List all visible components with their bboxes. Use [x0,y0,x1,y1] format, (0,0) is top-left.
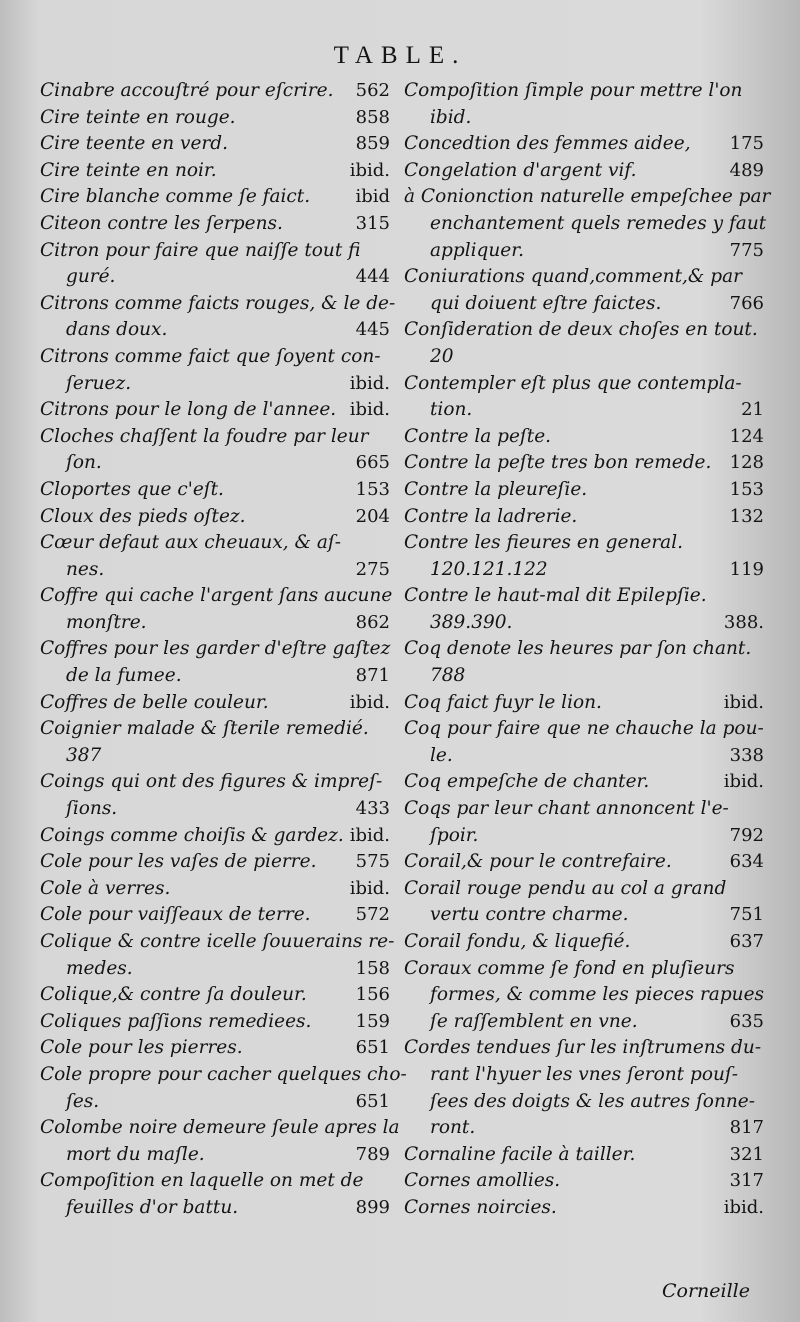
entry-continuation: appliquer. [430,239,524,261]
entry-continuation: 788 [430,665,466,687]
entry-text: Coings comme choiſis & gardez. [40,824,344,846]
index-entry [40,158,394,185]
entry-text: Coings qui ont des figures & impreſ- [40,771,383,793]
page-reference: 871 [355,665,390,687]
entry-text: Cloches chaſſent la foudre par leur [40,425,369,447]
entry-text: Conſideration de deux choſes en tout. [404,319,758,341]
entry-continuation: 20 [430,345,454,367]
entry-text: Colombe noire demeure ſeule apres la [40,1117,400,1139]
entry-continuation: enchantement quels remedes y faut [430,212,767,234]
entry-text: Corail rouge pendu au col a grand [404,877,727,899]
entry-text: Congelation d'argent vif. [404,159,637,181]
entry-text: Citron pour faire que naiſſe tout fi [40,239,361,261]
index-entry [404,371,768,424]
page-reference: ibid. [349,691,390,713]
page-reference: 124 [729,425,764,447]
entry-text: Contre la peſte. [404,425,552,447]
entry-text: Cornes amollies. [404,1170,561,1192]
index-column-left [40,78,407,1222]
page-reference: ibid. [723,1196,764,1218]
index-entry [40,823,394,850]
page-reference: 899 [355,1196,390,1218]
entry-continuation: monſtre. [66,611,147,633]
page-reference: 445 [355,319,390,341]
index-entry [40,636,394,689]
page-reference: 651 [355,1090,390,1112]
page-reference: 635 [729,1010,764,1032]
entry-continuation: qui doiuent eſtre faictes. [430,292,662,314]
page-reference: 317 [729,1170,764,1192]
index-entry [40,105,394,132]
index-entry [40,238,394,291]
page-reference: ibid. [349,159,390,181]
index-entry [404,1142,768,1169]
page-reference: ibid. [349,372,390,394]
page-reference: 489 [729,159,764,181]
entry-text: Coignier malade & ſterile remedié. [40,718,369,740]
catchword: Corneille [661,1280,750,1302]
entry-continuation: 120.121.122 [430,558,548,580]
page-reference: 321 [729,1143,764,1165]
index-entry [404,78,768,131]
entry-text: Coffre qui cache l'argent ſans aucune [40,585,393,607]
index-entry [404,876,768,929]
page-reference: 444 [355,266,390,288]
page-reference: 433 [355,798,390,820]
entry-continuation: rant l'hyuer les vnes ſeront pouſ- [430,1063,738,1085]
entry-text: Contre la pleureſie. [404,478,588,500]
page-reference: 338 [729,744,764,766]
index-entry [404,769,768,796]
index-entry [40,530,394,583]
index-entry [40,690,394,717]
index-entry [404,504,768,531]
index-entry [404,530,768,583]
entry-text: Corail,& pour le contrefaire. [404,851,672,873]
index-entry [40,982,394,1009]
entry-text: Coq pour faire que ne chauche la pou- [404,718,764,740]
index-entry [40,211,394,238]
entry-continuation: formes, & comme les pieces rapues [430,984,765,1006]
entry-text: Compoſition en laquelle on met de [40,1170,364,1192]
entry-text: Cœur defaut aux cheuaux, & aſ- [40,532,341,554]
index-entry [40,769,394,822]
index-entry [404,849,768,876]
entry-text: Coq faict fuyr le lion. [404,691,602,713]
entry-text: Contre la ladrerie. [404,505,578,527]
page-reference: 634 [729,851,764,873]
index-entry [40,876,394,903]
entry-continuation: vertu contre charme. [430,904,629,926]
index-entry [404,690,768,717]
index-entry [404,796,768,849]
entry-continuation: 387 [66,744,102,766]
entry-text: Cole pour vaiſſeaux de terre. [40,904,311,926]
entry-continuation: tion. [430,399,473,421]
page-reference: 858 [355,106,390,128]
entry-text: Cordes tendues ſur les inſtrumens du- [404,1037,762,1059]
index-entry [404,636,768,689]
page-reference: 862 [355,611,390,633]
page-reference: 132 [729,505,764,527]
entry-text: Cole pour les vaſes de pierre. [40,851,317,873]
index-entry [40,131,394,158]
page-reference: 766 [729,292,764,314]
entry-text: Colique & contre icelle ſouuerains re- [40,931,395,952]
entry-text: Coq empeſche de chanter. [404,771,650,793]
page-reference: ibid. [723,771,764,793]
page-reference: 119 [729,558,764,580]
page-reference: 388. [723,611,764,633]
page-reference: 128 [729,452,764,474]
entry-text: Cire teinte en noir. [40,159,217,181]
index-column-right [404,78,771,1222]
entry-continuation: dans doux. [66,319,168,341]
index-entry [404,1168,768,1195]
entry-text: Contempler eſt plus que contempla- [404,372,742,394]
index-entry [40,1062,407,1115]
page-reference: ibid. [723,691,764,713]
entry-text: Cire teinte en rouge. [40,106,236,128]
entry-text: Contre les fieures en general. [404,532,683,554]
index-entry [40,397,394,424]
entry-text: Corail fondu, & liquefié. [404,931,631,952]
entry-text: Citrons pour le long de l'annee. [40,399,337,421]
index-entry [40,1009,394,1036]
page-reference: 21 [741,399,764,421]
page-reference: 572 [355,904,390,926]
index-entry [40,1115,400,1168]
entry-text: Citrons comme faict que ſoyent con- [40,345,381,367]
page-reference: 153 [355,478,390,500]
entry-text: Cloux des pieds oſtez. [40,505,246,527]
page-reference: 651 [355,1037,390,1059]
entry-continuation: feuilles d'or battu. [66,1196,239,1218]
entry-continuation: ſpoir. [430,824,479,846]
index-entry [40,849,394,876]
entry-text: Coraux comme ſe fond en pluſieurs [404,957,735,979]
entry-text: Concedtion des femmes aidee, [404,133,691,155]
entry-text: Cole propre pour cacher quelques cho- [40,1063,407,1085]
entry-text: Coq denote les heures par ſon chant. [404,638,752,660]
index-entry [40,184,394,211]
index-entry [40,344,394,397]
entry-text: Coffres de belle couleur. [40,691,269,713]
index-entry [404,131,768,158]
index-entry [404,424,768,451]
entry-continuation: ſeruez. [66,372,132,394]
entry-text: Cloportes que c'eſt. [40,478,224,500]
page-reference: ibid. [349,399,390,421]
entry-text: Citeon contre les ſerpens. [40,212,283,234]
entry-text: Cornes noircies. [404,1196,557,1218]
entry-text: Cinabre accouſtré pour eſcrire. [40,80,334,101]
entry-text: Colique,& contre ſa douleur. [40,984,307,1006]
entry-text: Coqs par leur chant annoncent l'e- [404,798,729,820]
entry-text: Cire blanche comme ſe faict. [40,186,311,208]
index-entry [404,264,768,317]
page-reference: 175 [729,133,764,155]
index-entry [40,716,394,769]
index-entry [40,424,394,477]
page-reference: 859 [355,133,390,155]
entry-continuation: ſe raſſemblent en vne. [430,1010,638,1032]
index-entry [404,450,768,477]
entry-text: à Conionction naturelle empeſchee par [404,186,771,208]
entry-continuation: ſes. [66,1090,100,1112]
entry-continuation: mort du maſle. [66,1143,205,1165]
entry-continuation: de la fumee. [66,665,182,687]
index-entry [40,902,394,929]
page-reference: ibid. [349,824,390,846]
index-entry [40,1168,394,1221]
page-title: TABLE. [333,42,467,69]
page-reference: ibid. [349,877,390,899]
entry-text: Citrons comme faicts rouges, & le de- [40,292,396,314]
entry-continuation: nes. [66,558,105,580]
index-entry [40,477,394,504]
page-reference: ibid [355,186,390,208]
page-reference: 792 [729,824,764,846]
entry-continuation: ront. [430,1117,476,1139]
entry-text: Coffres pour les garder d'eſtre gaſtez [40,638,391,660]
page-reference: 153 [729,478,764,500]
entry-continuation: medes. [66,957,133,979]
index-entry [404,929,768,956]
index-entry [404,716,768,769]
entry-text: Coliques paſſions remediees. [40,1010,312,1032]
entry-text: Coniurations quand,comment,& par [404,266,742,288]
page-reference: 775 [729,239,764,261]
page-reference: 789 [355,1143,390,1165]
index-entry [404,477,768,504]
index-entry [40,78,394,105]
page-reference: 156 [355,984,390,1006]
entry-text: Cornaline facile à tailler. [404,1143,636,1165]
index-entry [40,583,394,636]
entry-continuation: 389.390. [430,611,513,633]
entry-text: Contre la peſte tres bon remede. [404,452,712,474]
entry-continuation: ſions. [66,798,118,820]
page-reference: 158 [355,957,390,979]
index-entry [404,317,768,370]
index-entry [404,956,768,1036]
page-reference: 204 [355,505,390,527]
entry-continuation: ſon. [66,452,102,474]
entry-continuation: ſees des doigts & les autres ſonne- [430,1090,755,1112]
entry-continuation: guré. [66,266,116,288]
entry-continuation: le. [430,744,453,766]
index-entry [404,184,771,264]
index-entry [404,158,768,185]
page-reference: 575 [355,851,390,873]
page-reference: 637 [729,931,764,952]
entry-text: Cole à verres. [40,877,171,899]
page-reference: 315 [355,212,390,234]
page-reference: 562 [355,80,390,101]
entry-text: Contre le haut-mal dit Epilepſie. [404,585,707,607]
entry-text: Compoſition ſimple pour mettre l'on [404,80,743,101]
index-entry [404,1195,768,1222]
index-entry [40,291,394,344]
entry-text: Cire teente en verd. [40,133,228,155]
page-reference: 751 [729,904,764,926]
index-entry [40,929,394,982]
index-entry [40,504,394,531]
entry-continuation: ibid. [430,106,472,128]
page-reference: 159 [355,1010,390,1032]
index-entry [404,583,768,636]
page-reference: 817 [729,1117,764,1139]
index-entry [404,1035,768,1141]
page-reference: 665 [355,452,390,474]
index-entry [40,1035,394,1062]
entry-text: Cole pour les pierres. [40,1037,243,1059]
page-reference: 275 [355,558,390,580]
